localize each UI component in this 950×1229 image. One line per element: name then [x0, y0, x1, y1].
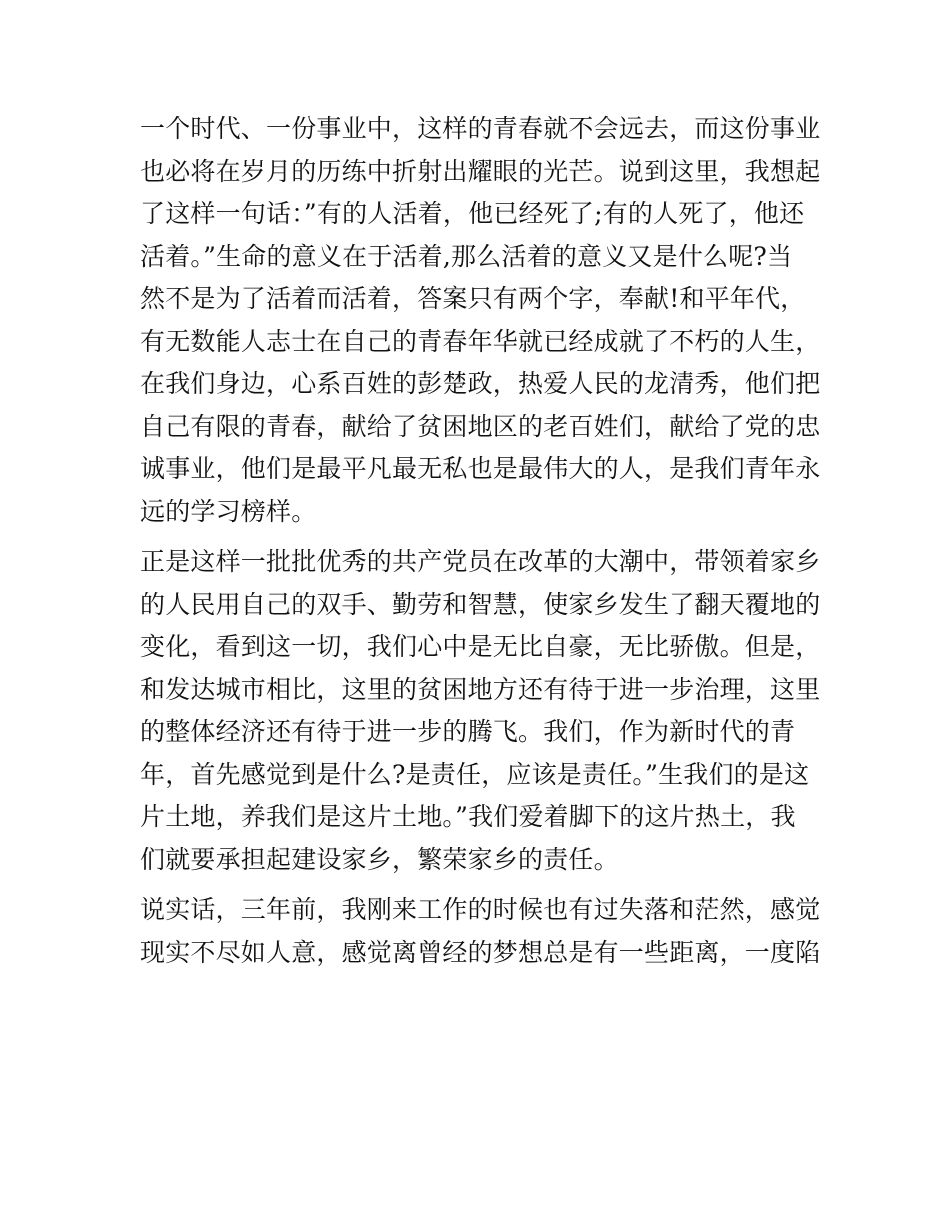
text-line: 一个时代、一份事业中，这样的青春就不会远去，而这份事业 [140, 114, 821, 143]
text-line: 正是这样一批批优秀的共产党员在改革的大潮中，带领着家乡 [140, 547, 821, 576]
text-line: 在我们身边，心系百姓的彭楚政，热爱人民的龙清秀，他们把 [140, 369, 821, 398]
paragraph-2 [140, 541, 820, 881]
text-line: 诚事业，他们是最平凡最无私也是最伟大的人，是我们青年永 [140, 454, 821, 483]
text-line: 变化，看到这一切，我们心中是无比自豪，无比骄傲。但是， [140, 632, 821, 661]
text-line: 的整体经济还有待于进一步的腾飞。我们，作为新时代的青 [140, 717, 796, 746]
paragraph-1 [140, 108, 820, 533]
text-line: 也必将在岁月的历练中折射出耀眼的光芒。说到这里，我想起 [140, 156, 821, 186]
text-line: 了这样一句话：”有的人活着，他已经死了;有的人死了，他还 [140, 199, 805, 228]
text-line: 片土地，养我们是这片土地。”我们爱着脚下的这片热土，我 [140, 802, 796, 831]
text-line: 的人民用自己的双手、勤劳和智慧，使家乡发生了翻天覆地的 [140, 589, 821, 619]
text-line: 远的学习榜样。 [140, 496, 317, 526]
body-text [140, 108, 820, 974]
text-line: 和发达城市相比，这里的贫困地方还有待于进一步治理，这里 [140, 674, 821, 704]
text-line: 年，首先感觉到是什么?是责任，应该是责任。”生我们的是这 [140, 759, 810, 789]
text-line: 说实话，三年前，我刚来工作的时候也有过失落和茫然，感觉 [140, 895, 821, 924]
text-line: 自己有限的青春，献给了贫困地区的老百姓们，献给了党的忠 [140, 411, 821, 441]
text-line: 现实不尽如人意，感觉离曾经的梦想总是有一些距离，一度陷 [140, 937, 821, 967]
paragraph-3 [140, 889, 820, 974]
text-line: 们就要承担起建设家乡，繁荣家乡的责任。 [140, 844, 619, 874]
text-line: 有无数能人志士在自己的青春年华就已经成就了不朽的人生， [140, 326, 821, 356]
text-line: 活着。”生命的意义在于活着,那么活着的意义又是什么呢?当 [140, 241, 793, 271]
text-line: 然不是为了活着而活着，答案只有两个字，奉献!和平年代， [140, 284, 806, 313]
